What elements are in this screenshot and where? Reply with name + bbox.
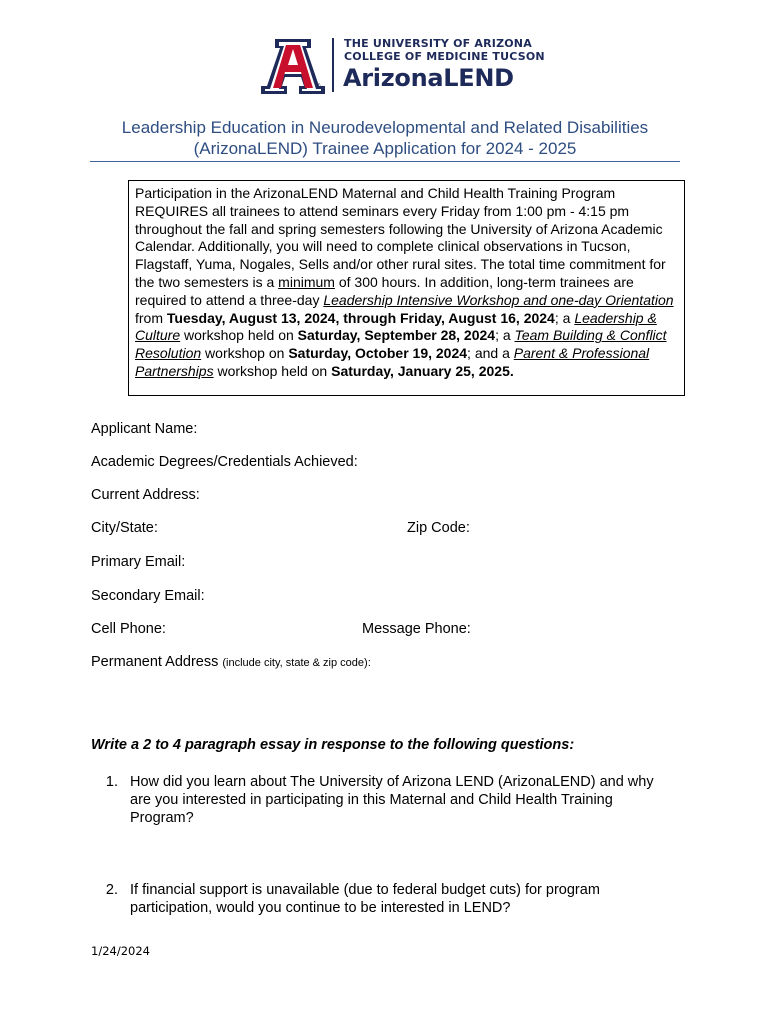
current-address-label: Current Address:	[91, 487, 200, 503]
notice-date-2: Saturday, September 28, 2024	[297, 327, 496, 344]
primary-email-label: Primary Email:	[91, 554, 186, 570]
message-phone-label: Message Phone:	[362, 621, 471, 637]
question-line: If financial support is unavailable (due to federal budget cuts) for program	[130, 882, 600, 898]
permanent-address-text: Permanent Address	[91, 654, 223, 670]
question-number: 2.	[105, 882, 118, 898]
degrees-label: Academic Degrees/Credentials Achieved:	[91, 454, 358, 470]
logo-divider	[332, 38, 334, 92]
notice-date-3: Saturday, October 19, 2024	[288, 345, 468, 362]
question-line: participation, would you continue to be interested in LEND?	[130, 900, 511, 916]
notice-link-leadership-culture[interactable]: Leadership & Culture	[135, 309, 657, 344]
question-line: are you interested in participating in this Maternal and Child Health Training	[130, 792, 613, 808]
notice-minimum: minimum	[278, 273, 335, 290]
page-title	[0, 117, 770, 159]
question-line: Program?	[130, 810, 194, 826]
notice-text-7: workshop on	[201, 345, 289, 362]
zip-code-label: Zip Code:	[407, 520, 470, 536]
notice-text-9: workshop held on	[213, 362, 332, 379]
logo-university-name: THE UNIVERSITY OF ARIZONA	[344, 37, 532, 50]
permanent-address-label	[91, 653, 371, 672]
secondary-email-label: Secondary Email:	[91, 588, 205, 604]
registered-mark: ®	[316, 84, 321, 90]
question-line: How did you learn about The University of Arizona LEND (ArizonaLEND) and why	[130, 774, 654, 790]
essay-heading: Write a 2 to 4 paragraph essay in response to the following questions:	[91, 737, 575, 753]
logo-college-name: COLLEGE OF MEDICINE TUCSON	[344, 50, 545, 63]
logo-brand-name: ArizonaLEND	[343, 64, 514, 92]
notice-link-parent-partnerships[interactable]: Parent & Professional Partnerships	[135, 345, 650, 379]
notice-link-team-building[interactable]: Team Building & Conflict Resolution	[135, 327, 667, 362]
page-title-line2: (ArizonaLEND) Trainee Application for 2024 - 2025	[193, 139, 577, 158]
notice-date-4: Saturday, January 25, 2025.	[331, 362, 514, 379]
footer-date: 1/24/2024	[91, 944, 150, 958]
notice-text-5: workshop held on	[180, 327, 298, 344]
notice-text-6: ; a	[495, 327, 515, 344]
notice-date-1: Tuesday, August 13, 2024, through Friday, August 16, 2024	[166, 309, 555, 326]
applicant-name-label: Applicant Name:	[91, 421, 198, 437]
notice-text-2: of 300 hours. In addition, long-term trainees are required to attend a three-day	[135, 273, 634, 308]
question-number: 1.	[105, 774, 118, 790]
city-state-label: City/State:	[91, 520, 158, 536]
notice-text-4: ; a	[554, 309, 575, 326]
notice-text-8: ; and a	[467, 345, 514, 362]
title-underline	[90, 161, 680, 162]
cell-phone-label: Cell Phone:	[91, 621, 166, 637]
notice-text-1: Participation in the ArizonaLEND Maternal and Child Health Training Program REQUIRES all trainees to attend seminars every Friday from 1:00 pm - 4:15 pm throughout the fall and spring semesters following the University of Arizona Academic Calendar. Additionally, you will need to complete clinical observations in Tucson, Flagstaff, Yuma, Nogales, Sells and/or other rural sites. The total time commitment for the two semesters is a	[135, 185, 666, 290]
notice-link-leadership-intensive[interactable]: Leadership Intensive Workshop and one-day Orientation	[323, 291, 674, 308]
permanent-address-note: (include city, state & zip code):	[222, 657, 371, 669]
page-title-line1: Leadership Education in Neurodevelopmental and Related Disabilities	[121, 118, 649, 137]
notice-text-3: from	[135, 309, 167, 326]
requirements-notice-box	[128, 180, 685, 396]
